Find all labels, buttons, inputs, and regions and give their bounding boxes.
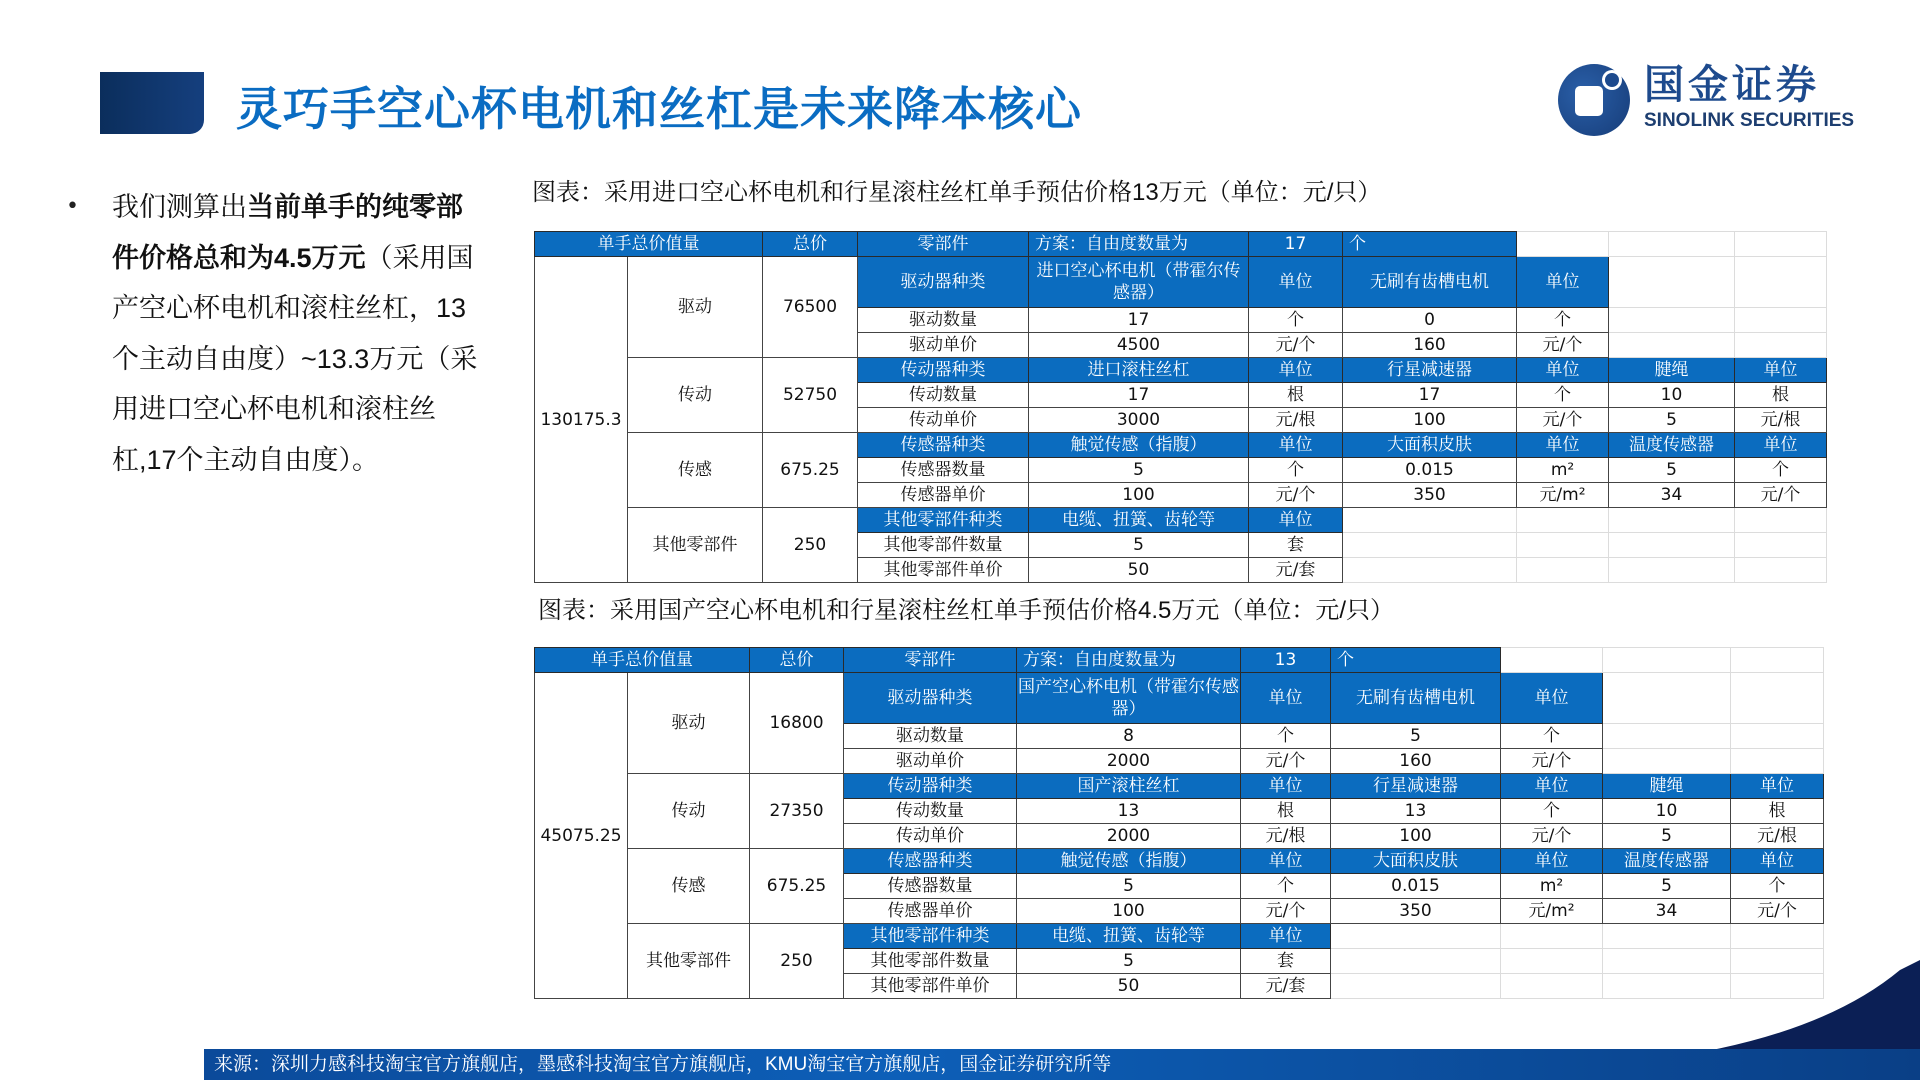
table-row [535, 648, 1824, 673]
table-row: 驱动单价 4500 元/个 160 元/个 [535, 333, 1827, 358]
header-cell: 13 [1241, 648, 1331, 673]
table1-caption: 图表：采用进口空心杯电机和行星滚柱丝杠单手预估价格13万元（单位：元/只） [532, 179, 1382, 206]
category-cell: 传动 [628, 774, 750, 849]
table-row: 传动单价 3000 元/根 100 元/个 5 元/根 [535, 408, 1827, 433]
category-total-cell: 250 [763, 508, 858, 583]
logo-cn-text: 国金证券 [1644, 62, 1820, 108]
table-row: 传动 27350 传动器种类 国产滚柱丝杠 单位 行星减速器 单位 腱绳 单位 [535, 774, 1824, 799]
grand-total-cell: 45075.25 [535, 673, 628, 999]
header-cell: 总价 [763, 232, 858, 257]
category-total-cell: 76500 [763, 257, 858, 358]
grand-total-cell: 130175.3 [535, 257, 628, 583]
header-cell: 17 [1249, 232, 1343, 257]
source-text: 来源：深圳力感科技淘宝官方旗舰店，墨感科技淘宝官方旗舰店，KMU淘宝官方旗舰店，国金证券研究所等 [214, 1054, 1112, 1075]
table-row: 其他零部件单价 50 元/套 [535, 558, 1827, 583]
table-row: 传感 675.25 传感器种类 触觉传感（指腹） 单位 大面积皮肤 单位 温度传感器 单位 [535, 849, 1824, 874]
bullet-text-normal-1: 我们测算出 [112, 192, 247, 222]
table-row: 其他零部件 250 其他零部件种类 电缆、扭簧、齿轮等 单位 [535, 508, 1827, 533]
table-row: 其他零部件 250 其他零部件种类 电缆、扭簧、齿轮等 单位 [535, 924, 1824, 949]
header-cell: 个 [1331, 648, 1501, 673]
table-row: 传感器数量 5 个 0.015 m² 5 个 [535, 458, 1827, 483]
header-cell: 个 [1343, 232, 1517, 257]
table-row: 其他零部件数量 5 套 [535, 949, 1824, 974]
company-logo [1558, 62, 1878, 138]
table-row: 45075.25 驱动 16800 驱动器种类 国产空心杯电机（带霍尔传感器） 单位 无刷有齿槽电机 单位 [535, 673, 1824, 724]
category-cell: 其他零部件 [628, 508, 763, 583]
table-row: 传感器单价 100 元/个 350 元/m² 34 元/个 [535, 483, 1827, 508]
header-cell: 单手总价值量 [535, 648, 750, 673]
table-row: 130175.3 驱动 76500 驱动器种类 进口空心杯电机（带霍尔传感器） 单位 无刷有齿槽电机 单位 [535, 257, 1827, 308]
header-cell: 单手总价值量 [535, 232, 763, 257]
category-total-cell: 675.25 [750, 849, 844, 924]
table-row: 传感器单价 100 元/个 350 元/m² 34 元/个 [535, 899, 1824, 924]
table-row: 传动数量 13 根 13 个 10 根 [535, 799, 1824, 824]
logo-mark-icon [1558, 64, 1630, 136]
category-cell: 传感 [628, 849, 750, 924]
table-row: 驱动单价 2000 元/个 160 元/个 [535, 749, 1824, 774]
header-cell: 零部件 [858, 232, 1029, 257]
table-row: 传动 52750 传动器种类 进口滚柱丝杠 单位 行星减速器 单位 腱绳 单位 [535, 358, 1827, 383]
table-row: 驱动数量 8 个 5 个 [535, 724, 1824, 749]
table-row: 其他零部件单价 50 元/套 [535, 974, 1824, 999]
category-cell: 传动 [628, 358, 763, 433]
category-cell: 驱动 [628, 257, 763, 358]
title-accent-block [100, 72, 204, 134]
table-row: 驱动数量 17 个 0 个 [535, 308, 1827, 333]
bullet-text-normal-2: （采用国产空心杯电机和滚柱丝杠，13个主动自由度）~13.3万元（采用进口空心杯电机和滚柱丝杠,17个主动自由度）。 [112, 242, 478, 475]
category-cell: 驱动 [628, 673, 750, 774]
category-total-cell: 675.25 [763, 433, 858, 508]
bullet-text-bold: 当前单手的纯零部件价格总和为4.5万元 [112, 192, 463, 273]
category-total-cell: 27350 [750, 774, 844, 849]
category-cell: 其他零部件 [628, 924, 750, 999]
category-cell: 传感 [628, 433, 763, 508]
table-row: 传感器数量 5 个 0.015 m² 5 个 [535, 874, 1824, 899]
category-total-cell: 16800 [750, 673, 844, 774]
category-total-cell: 52750 [763, 358, 858, 433]
table2 [534, 647, 1824, 999]
page-title: 灵巧手空心杯电机和丝杠是未来降本核心 [236, 82, 1082, 136]
category-total-cell: 250 [750, 924, 844, 999]
header-cell: 零部件 [844, 648, 1017, 673]
header-cell: 总价 [750, 648, 844, 673]
logo-en-text: SINOLINK SECURITIES [1644, 110, 1855, 131]
table-row [535, 232, 1827, 257]
table1 [534, 231, 1827, 583]
table-row: 传感 675.25 传感器种类 触觉传感（指腹） 单位 大面积皮肤 单位 温度传感器 单位 [535, 433, 1827, 458]
table-row: 传动数量 17 根 17 个 10 根 [535, 383, 1827, 408]
table2-caption: 图表：采用国产空心杯电机和行星滚柱丝杠单手预估价格4.5万元（单位：元/只） [538, 597, 1395, 624]
bullet-dot-icon: • [66, 194, 79, 219]
header-cell: 方案：自由度数量为 [1029, 232, 1249, 257]
header-cell: 方案：自由度数量为 [1017, 648, 1241, 673]
bullet-text [112, 182, 482, 485]
table-row: 传动单价 2000 元/根 100 元/个 5 元/根 [535, 824, 1824, 849]
table-row: 其他零部件数量 5 套 [535, 533, 1827, 558]
